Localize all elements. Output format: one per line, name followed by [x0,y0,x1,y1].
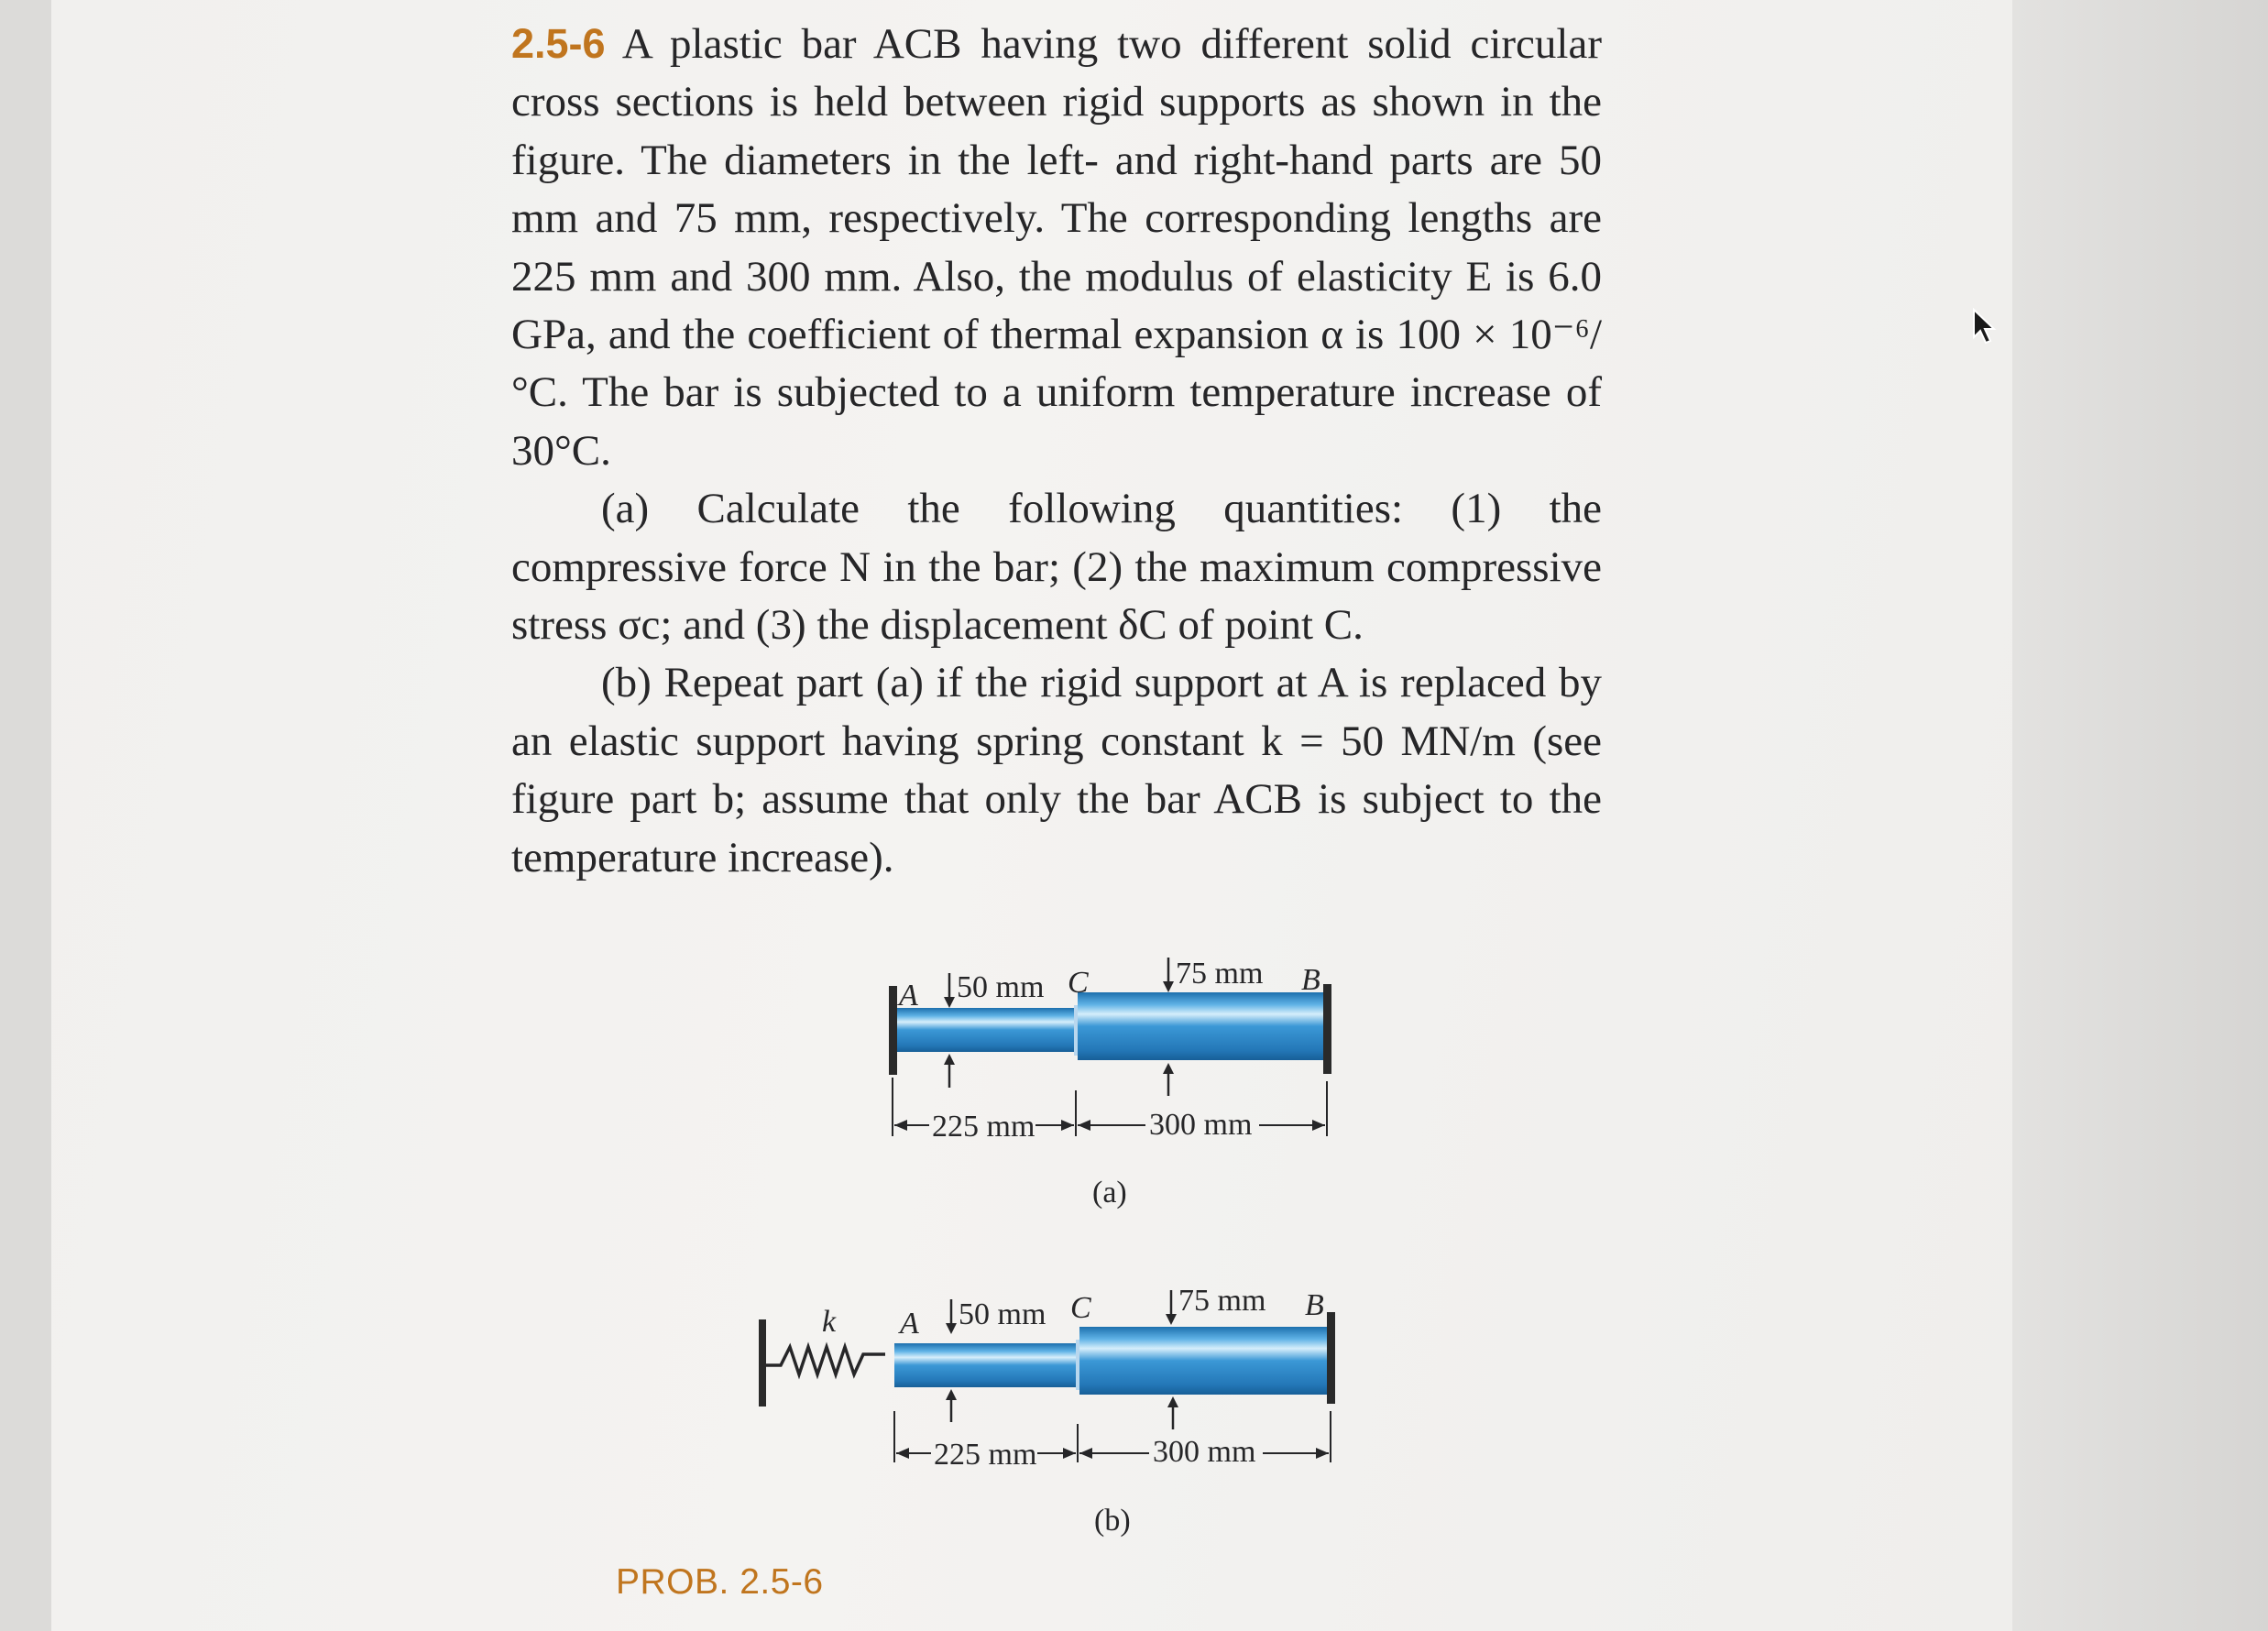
dia-right-arrowhead-up-b [1167,1396,1178,1407]
dia-left-arrowhead-up [944,1054,955,1065]
dim-arrowhead-3-b [1079,1448,1092,1459]
label-a-b: A [900,1307,919,1341]
bar-left-segment [897,1008,1074,1052]
dim-arrowhead-1-b [896,1448,909,1459]
label-c-b: C [1070,1291,1091,1325]
dim-arrowhead-4 [1312,1120,1325,1131]
dim-arrowhead-4-b [1316,1448,1329,1459]
label-b-b: B [1305,1288,1324,1322]
label-len-right-b: 300 mm [1153,1435,1256,1469]
label-dia-right-b: 75 mm [1178,1284,1266,1318]
dia-right-arrowhead-up [1163,1063,1174,1074]
label-b: B [1301,963,1320,997]
figure-a [889,957,1331,1210]
bar-joint-c [1074,1005,1078,1056]
dia-right-arrowhead-down-b [1166,1314,1177,1325]
bar-right-segment-b [1079,1327,1327,1395]
spring-coil [766,1347,885,1374]
dia-left-arrowhead-down-b [946,1323,957,1334]
problem-intro-text: A plastic bar ACB having two different solid circular cross sections is held between rigid supports as shown in the figure. The diameters in the left- and right-hand parts are 50 mm and 75 mm, respectively. The corresponding lengths are 225 mm and 300 mm. Also, the modulus of elasticity E is 6.0 GPa, and the coefficient of thermal expansion α is 100 × 10⁻⁶/°C. The bar is subjected to a uniform temperature increase of 30°C. [511,20,1602,475]
bar-joint-c-b [1076,1340,1079,1390]
support-a-wall [889,986,897,1075]
problem-number: 2.5-6 [511,20,606,67]
dim-arrowhead-3 [1078,1120,1090,1131]
label-c: C [1068,966,1089,1000]
caption-b: (b) [1094,1504,1131,1538]
spring-wall [759,1319,766,1407]
dia-left-arrowhead-up-b [946,1389,957,1400]
label-dia-left-b: 50 mm [959,1297,1046,1331]
dia-right-arrowhead-down [1163,981,1174,992]
label-len-left: 225 mm [932,1110,1035,1144]
bar-right-segment [1078,992,1323,1060]
problem-part-a: (a) Calculate the following quantities: (1) the compressive force N in the bar; (2) the maximum compressive stress σc; and (3) the displacement δC of point C. [511,485,1602,650]
label-k: k [822,1305,837,1339]
label-len-left-b: 225 mm [934,1438,1037,1472]
dim-arrowhead-1 [894,1120,907,1131]
problem-label: PROB. 2.5-6 [616,1562,824,1602]
support-b-wall-b [1327,1312,1335,1404]
label-len-right: 300 mm [1149,1108,1253,1142]
dim-arrowhead-2-b [1063,1448,1076,1459]
bar-left-segment-b [894,1343,1076,1387]
label-a: A [899,979,918,1013]
caption-a: (a) [1092,1176,1127,1210]
figure-b [759,1284,1335,1538]
label-dia-left: 50 mm [957,970,1045,1004]
label-dia-right: 75 mm [1176,957,1264,991]
problem-part-b: (b) Repeat part (a) if the rigid support at A is replaced by an elastic support having spring constant k = 50 MN/m (see figure part b; assume that only the bar ACB is subject to the temperature increase). [511,659,1602,881]
dim-arrowhead-2 [1061,1120,1074,1131]
dia-left-arrowhead-down [944,997,955,1008]
support-b-wall [1323,984,1331,1074]
